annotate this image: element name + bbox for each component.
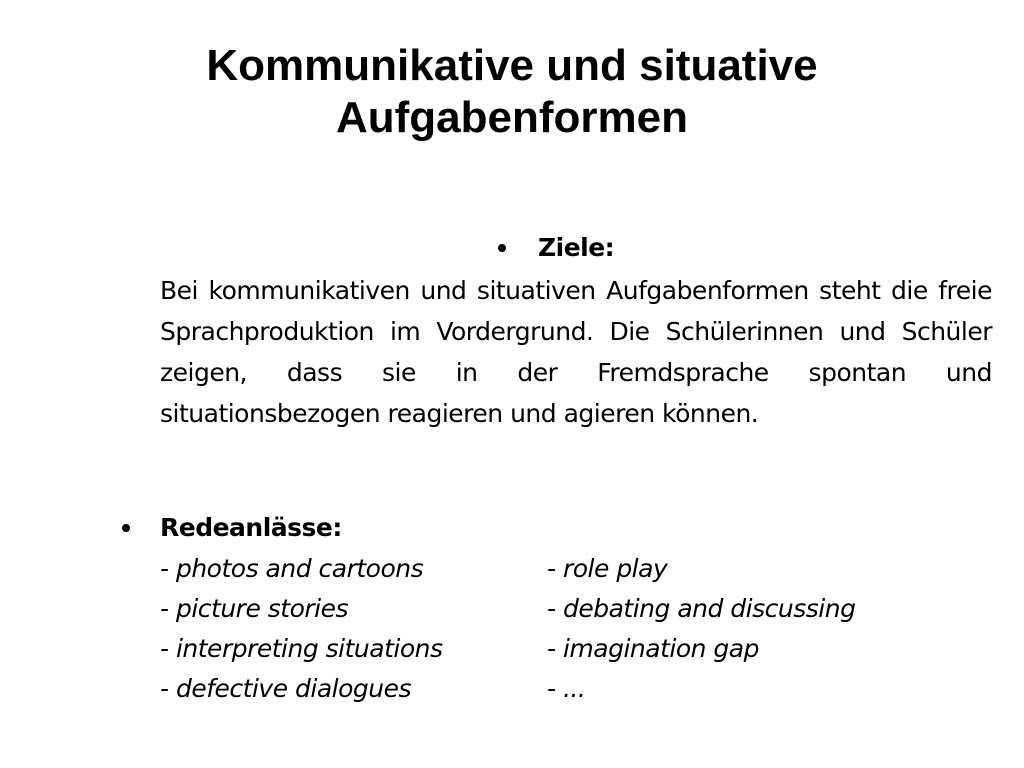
bullet-icon	[498, 244, 506, 252]
slide-title-line-2: Aufgabenformen	[336, 93, 688, 142]
list-item-left: - defective dialogues	[160, 674, 412, 703]
ziele-paragraph: Bei kommunikativen und situativen Aufgabenformen steht die freie Sprachproduktion im Vordergrund. Die Schülerinnen und Schüler zeigen, dass sie in der Fremdsprache spontan und situationsbezogen reagieren und agieren können.	[160, 276, 992, 428]
slide-title-line-1: Kommunikative und situative	[206, 41, 818, 90]
list-item-left: - picture stories	[160, 594, 349, 623]
list-item-right: - imagination gap	[547, 634, 759, 663]
list-item-left: - interpreting situations	[160, 634, 443, 663]
bullet-icon	[122, 524, 130, 532]
list-item-left: - photos and cartoons	[160, 554, 424, 583]
list-item	[160, 629, 960, 669]
list-item	[160, 549, 960, 589]
redeanlaesse-list	[160, 549, 960, 709]
list-item	[160, 669, 960, 709]
slide-title	[60, 40, 964, 144]
list-item-right: - ...	[547, 674, 586, 703]
list-item	[160, 589, 960, 629]
list-item-right: - debating and discussing	[547, 594, 856, 623]
redeanlaesse-heading-label: Redeanlässe:	[160, 513, 342, 542]
redeanlaesse-heading	[122, 508, 342, 548]
list-item-right: - role play	[547, 554, 668, 583]
ziele-heading-label: Ziele:	[538, 233, 615, 262]
ziele-heading	[498, 228, 614, 268]
